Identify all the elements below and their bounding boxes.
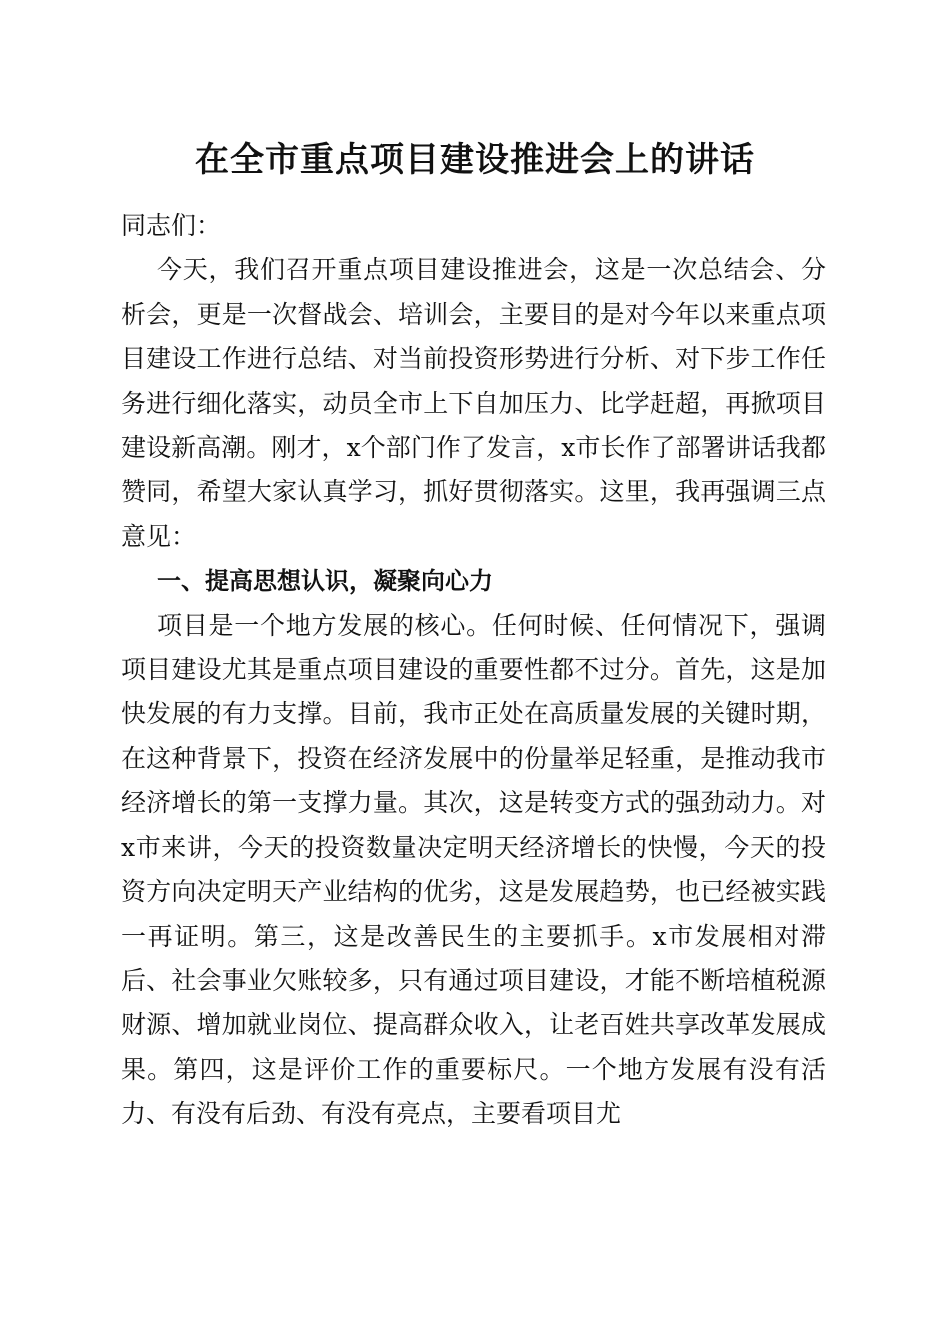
document-title: 在全市重点项目建设推进会上的讲话 [195, 140, 755, 180]
salutation: 同志们： [121, 211, 222, 240]
paragraph-intro: 今天，我们召开重点项目建设推进会，这是一次总结会、分析会，更是一次督战会、培训会，主要目的是对今年以来重点项目建设工作进行总结、对当前投资形势进行分析、对下步工作任务进行细化落实，动员全市上下自加压力、比学赶超，再掀项目建设新高潮。刚才，x个部门作了发言，x市长作了部署讲话我都赞同，希望大家认真学习，抓好贯彻落实。这里，我再强调三点意见： [121, 255, 826, 551]
document-body [121, 204, 826, 1137]
paragraph-section-1: 项目是一个地方发展的核心。任何时候、任何情况下，强调项目建设尤其是重点项目建设的重要性都不过分。首先，这是加快发展的有力支撑。目前，我市正处在高质量发展的关键时期，在这种背景下，投资在经济发展中的份量举足轻重，是推动我市经济增长的第一支撑力量。其次，这是转变方式的强劲动力。对x市来讲，今天的投资数量决定明天经济增长的快慢，今天的投资方向决定明天产业结构的优劣，这是发展趋势，也已经被实践一再证明。第三，这是改善民生的主要抓手。x市发展相对滞后、社会事业欠账较多，只有通过项目建设，才能不断培植税源财源、增加就业岗位、提高群众收入，让老百姓共享改革发展成果。第四，这是评价工作的重要标尺。一个地方发展有没有活力、有没有后劲、有没有亮点，主要看项目尤 [121, 610, 826, 1129]
section-heading-1: 一、提高思想认识，凝聚向心力 [157, 567, 493, 596]
